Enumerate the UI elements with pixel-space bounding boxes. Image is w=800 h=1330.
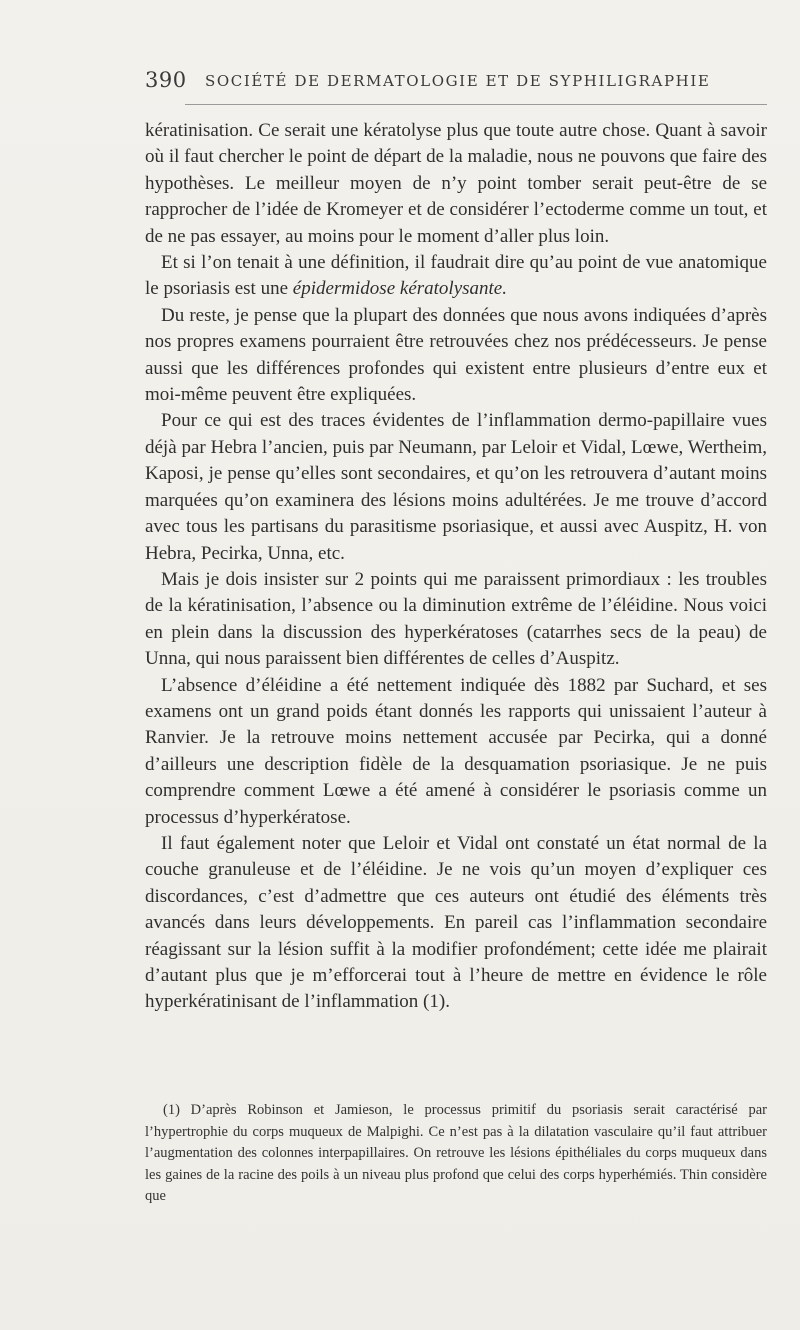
header-rule — [185, 104, 767, 105]
paragraph-1: kératinisation. Ce serait une kératolyse plus que toute autre chose. Quant à savoir où il faut chercher le point de départ de la maladie, nous ne pouvons que faire des hypothèses. Le meilleur moyen de n’y point tomber serait peut-être de se rapprocher de l’idée de Kromeyer et de considérer l’ectoderme comme un tout, et de ne pas essayer, au moins pour le moment d’aller plus loin. — [145, 120, 767, 247]
footnote-1: (1) D’après Robinson et Jamieson, le processus primitif du psoriasis serait caractérisé par l’hypertrophie du corps muqueux de Malpighi. Ce n’est pas à la dilatation vasculaire qu’il faut attribuer l’augmentation des colonnes interpapillaires. On retrouve les lésions épithéliales du corps muqueux dans les gaines de la racine des poils à un niveau plus profond que celui des corps hyperhémiés. Thin considère que — [145, 1102, 767, 1204]
paragraph-4: Pour ce qui est des traces évidentes de l’inflammation dermo-papillaire vues déjà par Hebra l’ancien, puis par Neumann, par Leloir et Vidal, Lœwe, Wertheim, Kaposi, je pense qu’elles sont secondaires, et qu’on les retrouvera d’autant moins marquées qu’on examinera des lésions moins adultérées. Je me trouve d’accord avec tous les partisans du parasitisme psoriasique, et aussi avec Auspitz, H. von Hebra, Pecirka, Unna, etc. — [145, 410, 767, 564]
paragraph-5: Mais je dois insister sur 2 points qui me paraissent primordiaux : les troubles de la kératinisation, l’absence ou la diminution extrême de l’éléidine. Nous voici en plein dans la discussion des hyperkératoses (catarrhes secs de la peau) de Unna, qui nous paraissent bien différentes de celles d’Auspitz. — [145, 568, 767, 670]
paragraph-6: L’absence d’éléidine a été nettement indiquée dès 1882 par Suchard, et ses examens ont un grand poids étant donnés les rapports qui unissaient l’auteur à Ranvier. Je la retrouve moins nettement accusée par Pecirka, qui a donné d’ailleurs une description fidèle de la desquamation psoriasique. Je ne puis comprendre comment Lœwe a été amené à considérer le psoriasis comme un processus d’hyperkératose. — [145, 674, 767, 828]
page-number: 390 — [145, 68, 187, 92]
paragraph-2-emphasis: épidermidose kératolysante. — [292, 278, 507, 300]
paragraph-3: Du reste, je pense que la plupart des données que nous avons indiquées d’après nos propres examens pourraient être retrouvées chez nos prédécesseurs. Je pense aussi que les différences profondes qui existent entre plusieurs d’entre eux et moi-même peuvent être expliquées. — [145, 304, 767, 406]
paragraph-2-text: Et si l’on tenait à une définition, il faudrait dire qu’au point de vue anatomique le psoriasis est une — [145, 252, 767, 300]
footnotes — [145, 1100, 767, 1208]
main-text — [145, 118, 767, 1016]
paragraph-2 — [145, 250, 767, 303]
paragraph-7: Il faut également noter que Leloir et Vidal ont constaté un état normal de la couche granuleuse et de l’éléidine. Je ne vois qu’un moyen d’expliquer ces discordances, c’est d’admettre que ces auteurs ont étudié des éléments très avancés dans leurs développements. En pareil cas l’inflammation secondaire réagissant sur la lésion suffit à la modifier profondément; cette idée me plairait d’autant plus que je m’efforcerai tout à l’heure de mettre en évidence le rôle hyperkératinisant de l’inflammation (1). — [145, 832, 767, 1013]
page-header — [145, 68, 767, 98]
running-head: SOCIÉTÉ DE DERMATOLOGIE ET DE SYPHILIGRAPHIE — [205, 72, 711, 90]
